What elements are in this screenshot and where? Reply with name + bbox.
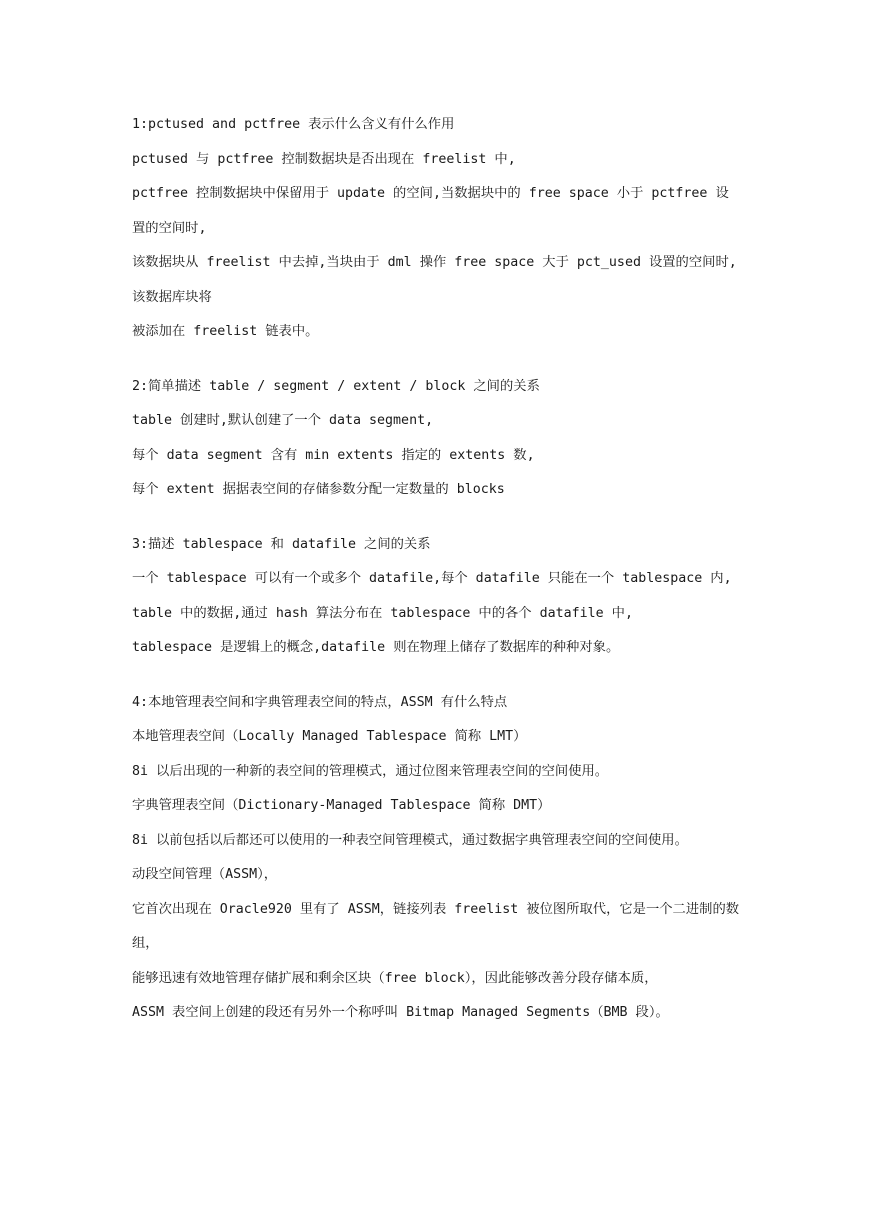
answer-line: 每个 extent 据据表空间的存储参数分配一定数量的 blocks bbox=[132, 482, 505, 497]
answer-line: pctfree 控制数据块中保留用于 update 的空间,当数据块中的 free space 小于 pctfree 设置的空间时, bbox=[132, 186, 729, 236]
question-heading-2: 2:简单描述 table / segment / extent / block 之间的关系 bbox=[132, 378, 540, 394]
answer-line: ASSM 表空间上创建的段还有另外一个称呼叫 Bitmap Managed Segments（BMB 段）。 bbox=[132, 1005, 669, 1020]
answer-line: 被添加在 freelist 链表中。 bbox=[132, 324, 319, 339]
answer-line: tablespace 是逻辑上的概念,datafile 则在物理上储存了数据库的种种对象。 bbox=[132, 640, 620, 655]
question-section-4 bbox=[132, 686, 742, 1031]
document-body bbox=[132, 108, 742, 1051]
question-section-3 bbox=[132, 528, 742, 666]
question-section-1 bbox=[132, 108, 742, 350]
answer-line: 8i 以后出现的一种新的表空间的管理模式，通过位图来管理表空间的空间使用。 bbox=[132, 763, 609, 779]
answer-line: pctused 与 pctfree 控制数据块是否出现在 freelist 中, bbox=[132, 151, 516, 167]
answer-line: table 中的数据,通过 hash 算法分布在 tablespace 中的各个 datafile 中, bbox=[132, 605, 633, 621]
question-section-2 bbox=[132, 370, 742, 508]
question-heading-1: 1:pctused and pctfree 表示什么含义有什么作用 bbox=[132, 117, 455, 132]
answer-line: 该数据块从 freelist 中去掉,当块由于 dml 操作 free space 大于 pct_used 设置的空间时,该数据库块将 bbox=[132, 255, 737, 305]
answer-line: 能够迅速有效地管理存储扩展和剩余区块（free block），因此能够改善分段存储本质， bbox=[132, 970, 658, 986]
question-heading-3: 3:描述 tablespace 和 datafile 之间的关系 bbox=[132, 536, 431, 552]
answer-line: 它首次出现在 Oracle920 里有了 ASSM，链接列表 freelist 被位图所取代，它是一个二进制的数组， bbox=[132, 901, 740, 951]
answer-line: table 创建时,默认创建了一个 data segment, bbox=[132, 413, 434, 428]
answer-line: 一个 tablespace 可以有一个或多个 datafile,每个 datafile 只能在一个 tablespace 内, bbox=[132, 571, 732, 586]
answer-line: 8i 以前包括以后都还可以使用的一种表空间管理模式，通过数据字典管理表空间的空间使用。 bbox=[132, 832, 688, 848]
answer-line: 字典管理表空间（Dictionary-Managed Tablespace 简称 DMT） bbox=[132, 798, 551, 813]
answer-line: 每个 data segment 含有 min extents 指定的 extents 数, bbox=[132, 447, 535, 463]
question-heading-4: 4:本地管理表空间和字典管理表空间的特点，ASSM 有什么特点 bbox=[132, 694, 508, 710]
answer-line: 动段空间管理（ASSM）， bbox=[132, 867, 278, 882]
answer-line: 本地管理表空间（Locally Managed Tablespace 简称 LMT） bbox=[132, 729, 527, 744]
